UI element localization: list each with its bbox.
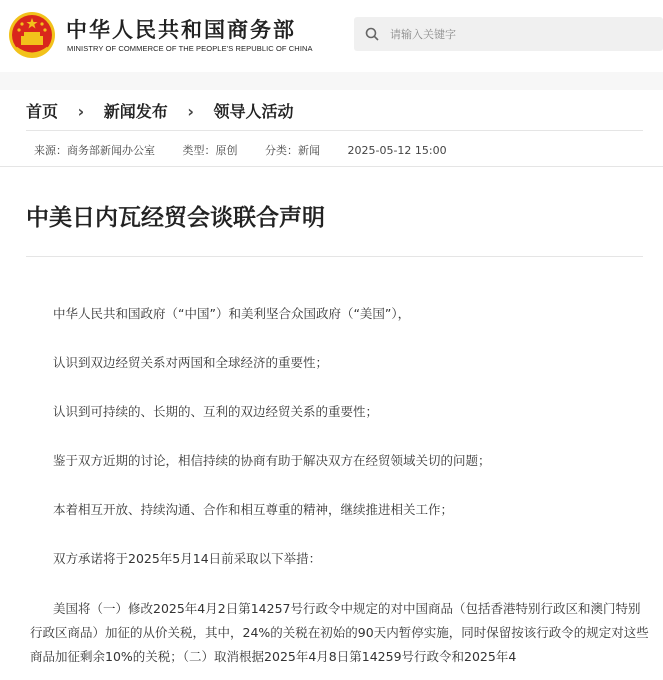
breadcrumb-subsection[interactable]: 领导人活动 [213, 102, 294, 121]
article-paragraph: 认识到双边经贸关系对两国和全球经济的重要性； [53, 355, 329, 370]
article-paragraph: 认识到可持续的、长期的、互利的双边经贸关系的重要性； [53, 404, 379, 419]
national-emblem-icon[interactable] [8, 10, 56, 60]
breadcrumb [26, 99, 294, 122]
search-input[interactable] [390, 17, 650, 51]
search-box[interactable] [354, 17, 663, 51]
breadcrumb-separator: › [187, 102, 194, 121]
breadcrumb-section[interactable]: 新闻发布 [103, 102, 168, 121]
breadcrumb-home[interactable]: 首页 [26, 102, 59, 121]
site-name-cn[interactable]: 中华人民共和国商务部 [66, 18, 296, 42]
article-paragraph: 双方承诺将于2025年5月14日前采取以下举措： [53, 551, 322, 566]
divider [0, 166, 663, 167]
article-paragraph: 中华人民共和国政府（“中国”）和美利坚合众国政府（“美国”）， [53, 306, 411, 321]
divider [26, 130, 643, 131]
header-spacer [0, 72, 663, 90]
article-title: 中美日内瓦经贸会谈联合声明 [26, 205, 325, 231]
site-name-en: MINISTRY OF COMMERCE OF THE PEOPLE'S REPUBLIC OF CHINA [67, 44, 313, 53]
site-header [0, 0, 663, 73]
divider [26, 256, 643, 257]
meta-category: 分类：新闻 [265, 144, 320, 157]
search-icon[interactable] [365, 27, 379, 41]
article-container [0, 90, 663, 680]
meta-type: 类型：原创 [182, 144, 238, 157]
article-paragraph: 美国将（一）修改2025年4月2日第14257号行政令中规定的对中国商品（包括香港特别行政区和澳门特别行政区商品）加征的从价关税，其中，24%的关税在初始的90天内暂停实施，同时保留按该行政令的规定对这些商品加征剩余10%的关税；（二）取消根据2025年4月8日第14259号行政令和2025年4 [30, 601, 649, 664]
meta-source: 来源：商务部新闻办公室 [34, 144, 155, 157]
meta-datetime: 2025-05-12 15:00 [347, 144, 447, 157]
breadcrumb-separator: › [77, 102, 85, 121]
article-paragraph: 本着相互开放、持续沟通、合作和相互尊重的精神，继续推进相关工作； [53, 502, 454, 517]
article-meta [34, 142, 471, 158]
article-paragraph: 鉴于双方近期的讨论，相信持续的协商有助于解决双方在经贸领域关切的问题； [53, 453, 491, 468]
